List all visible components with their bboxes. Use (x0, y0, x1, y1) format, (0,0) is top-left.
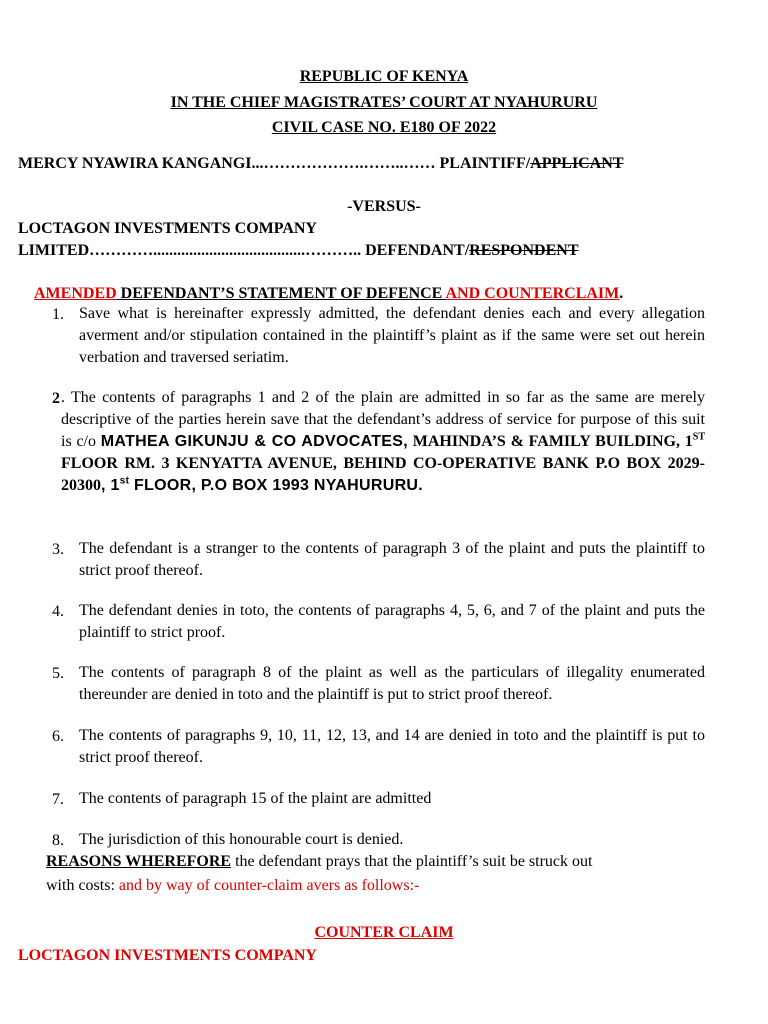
item-number: 1. (52, 306, 64, 323)
address-part-4: FLOOR, P.O BOX 1993 NYAHURURU. (129, 477, 424, 494)
header-court: IN THE CHIEF MAGISTRATES’ COURT AT NYAHURURU (170, 94, 598, 111)
item-number: 3. (52, 541, 64, 558)
item-2-text: . The contents of paragraphs 1 and 2 of the plain are admitted in so far as the same are merely descriptive of the parties herein save that the defendant’s address of service for purpose of this suit is c/o (61, 389, 705, 450)
item-text: The contents of paragraph 15 of the plaint are admitted (79, 790, 432, 807)
versus: -VERSUS- (347, 198, 421, 215)
header-case-number: CIVIL CASE NO. E180 OF 2022 (271, 119, 497, 136)
item-number: 4. (52, 603, 64, 620)
address-part-3: , 1 (101, 477, 120, 494)
header-republic: REPUBLIC OF KENYA (299, 68, 469, 85)
advocates-name: MATHEA GIKUNJU & CO ADVOCATES, (100, 433, 408, 450)
plaintiff-name: MERCY NYAWIRA KANGANGI...……………….……..…… PLAINTIFF/ (18, 155, 531, 172)
item-text: The contents of paragraphs 9, 10, 11, 12, 13, and 14 are denied in toto and the plaintiff is put to strict proof thereof. (79, 727, 705, 766)
title-amended: AMENDED (34, 285, 117, 302)
reasons-with-costs: with costs: (46, 877, 119, 894)
defendant-struck-role: RESPONDENT (469, 242, 579, 259)
item-text-address (61, 387, 705, 497)
defendant-name-line1: LOCTAGON INVESTMENTS COMPANY (18, 220, 317, 237)
reasons-counterclaim-clause: and by way of counter-claim avers as follows:- (118, 877, 420, 894)
item-number: 5. (52, 665, 64, 682)
reasons-line-2 (46, 877, 419, 895)
item-number: 8. (52, 832, 64, 849)
title-counterclaim: AND COUNTERCLAIM (445, 285, 620, 302)
superscript-st: ST (692, 431, 706, 443)
item-text: The defendant denies in toto, the contents of paragraphs 4, 5, 6, and 7 of the plaint and puts the plaintiff to strict proof. (79, 602, 705, 641)
statement-title (34, 285, 623, 303)
item-number: 6. (52, 728, 64, 745)
defendant-name-line2: LIMITED…………......................................……….. DEFENDANT/ (18, 242, 470, 259)
reasons-rest: the defendant prays that the plaintiff’s suit be struck out (231, 853, 593, 870)
counter-claim-party: LOCTAGON INVESTMENTS COMPANY (18, 947, 317, 964)
reasons-line (46, 853, 592, 871)
title-main: DEFENDANT’S STATEMENT OF DEFENCE (116, 285, 446, 302)
item-text: The jurisdiction of this honourable court is denied. (79, 831, 404, 848)
superscript-st-lower: st (119, 475, 130, 487)
address-part-1: MAHINDA’S & FAMILY BUILDING, 1 (408, 433, 693, 450)
item-text: The defendant is a stranger to the contents of paragraph 3 of the plaint and puts the plaintiff to strict proof thereof. (79, 540, 705, 579)
item-number: 2 (52, 390, 60, 407)
item-number: 7. (52, 791, 64, 808)
plaintiff-line (18, 155, 624, 173)
defendant-line (18, 242, 579, 260)
title-dot: . (619, 285, 624, 302)
reasons-lead: REASONS WHEREFORE (46, 853, 232, 870)
plaintiff-struck-role: APPLICANT (530, 155, 624, 172)
counter-claim-heading: COUNTER CLAIM (314, 924, 454, 941)
address-part-2: FLOOR RM. 3 KENYATTA AVENUE, BEHIND CO-OPERATIVE BANK P.O BOX 2029-20300 (61, 455, 705, 494)
item-text: Save what is hereinafter expressly admitted, the defendant denies each and every allegation averment and/or stipulation contained in the plaintiff’s plaint as if the same were set out herein verbation and traversed seriatim. (79, 305, 705, 366)
item-text: The contents of paragraph 8 of the plaint as well as the particulars of illegality enumerated thereunder are denied in toto and the plaintiff is put to strict proof thereof. (79, 664, 705, 703)
